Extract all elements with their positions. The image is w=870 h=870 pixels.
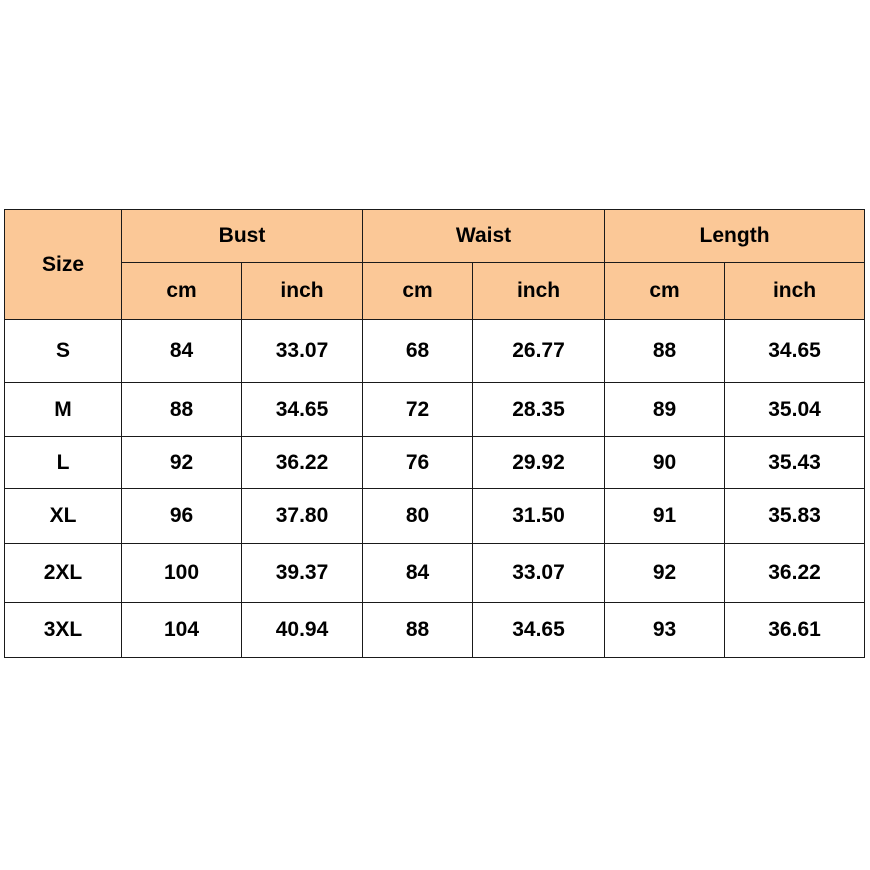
bust-header: Bust xyxy=(122,210,363,263)
bust-inch-cell: 37.80 xyxy=(242,489,363,544)
length-header: Length xyxy=(605,210,865,263)
size-cell: M xyxy=(5,383,122,437)
length-inch-cell: 34.65 xyxy=(725,320,865,383)
waist-cm-cell: 76 xyxy=(363,437,473,489)
bust-inch-cell: 36.22 xyxy=(242,437,363,489)
bust-inch-cell: 40.94 xyxy=(242,603,363,658)
waist-cm-cell: 68 xyxy=(363,320,473,383)
length-inch-cell: 36.22 xyxy=(725,544,865,603)
bust-cm-header: cm xyxy=(122,263,242,320)
size-cell: 2XL xyxy=(5,544,122,603)
length-cm-cell: 88 xyxy=(605,320,725,383)
size-cell: S xyxy=(5,320,122,383)
length-inch-cell: 35.04 xyxy=(725,383,865,437)
waist-cm-header: cm xyxy=(363,263,473,320)
waist-inch-cell: 34.65 xyxy=(473,603,605,658)
bust-cm-cell: 84 xyxy=(122,320,242,383)
bust-inch-cell: 39.37 xyxy=(242,544,363,603)
waist-cm-cell: 84 xyxy=(363,544,473,603)
length-cm-cell: 90 xyxy=(605,437,725,489)
bust-cm-cell: 96 xyxy=(122,489,242,544)
table-row xyxy=(5,320,865,383)
header-row-units xyxy=(5,263,865,320)
length-cm-cell: 92 xyxy=(605,544,725,603)
length-cm-header: cm xyxy=(605,263,725,320)
table-row xyxy=(5,489,865,544)
bust-cm-cell: 92 xyxy=(122,437,242,489)
size-cell: 3XL xyxy=(5,603,122,658)
size-cell: L xyxy=(5,437,122,489)
length-cm-cell: 89 xyxy=(605,383,725,437)
length-inch-cell: 35.43 xyxy=(725,437,865,489)
bust-inch-header: inch xyxy=(242,263,363,320)
size-header: Size xyxy=(5,210,122,320)
length-inch-header: inch xyxy=(725,263,865,320)
size-chart-table xyxy=(4,209,865,658)
waist-inch-cell: 33.07 xyxy=(473,544,605,603)
bust-cm-cell: 104 xyxy=(122,603,242,658)
length-inch-cell: 36.61 xyxy=(725,603,865,658)
table-row xyxy=(5,437,865,489)
bust-cm-cell: 100 xyxy=(122,544,242,603)
table-row xyxy=(5,544,865,603)
waist-cm-cell: 80 xyxy=(363,489,473,544)
bust-inch-cell: 33.07 xyxy=(242,320,363,383)
waist-cm-cell: 88 xyxy=(363,603,473,658)
length-cm-cell: 93 xyxy=(605,603,725,658)
table-row xyxy=(5,603,865,658)
waist-inch-cell: 26.77 xyxy=(473,320,605,383)
bust-inch-cell: 34.65 xyxy=(242,383,363,437)
waist-inch-cell: 28.35 xyxy=(473,383,605,437)
waist-cm-cell: 72 xyxy=(363,383,473,437)
size-cell: XL xyxy=(5,489,122,544)
bust-cm-cell: 88 xyxy=(122,383,242,437)
length-cm-cell: 91 xyxy=(605,489,725,544)
waist-inch-cell: 31.50 xyxy=(473,489,605,544)
header-row-groups xyxy=(5,210,865,263)
waist-header: Waist xyxy=(363,210,605,263)
length-inch-cell: 35.83 xyxy=(725,489,865,544)
waist-inch-cell: 29.92 xyxy=(473,437,605,489)
waist-inch-header: inch xyxy=(473,263,605,320)
table-row xyxy=(5,383,865,437)
